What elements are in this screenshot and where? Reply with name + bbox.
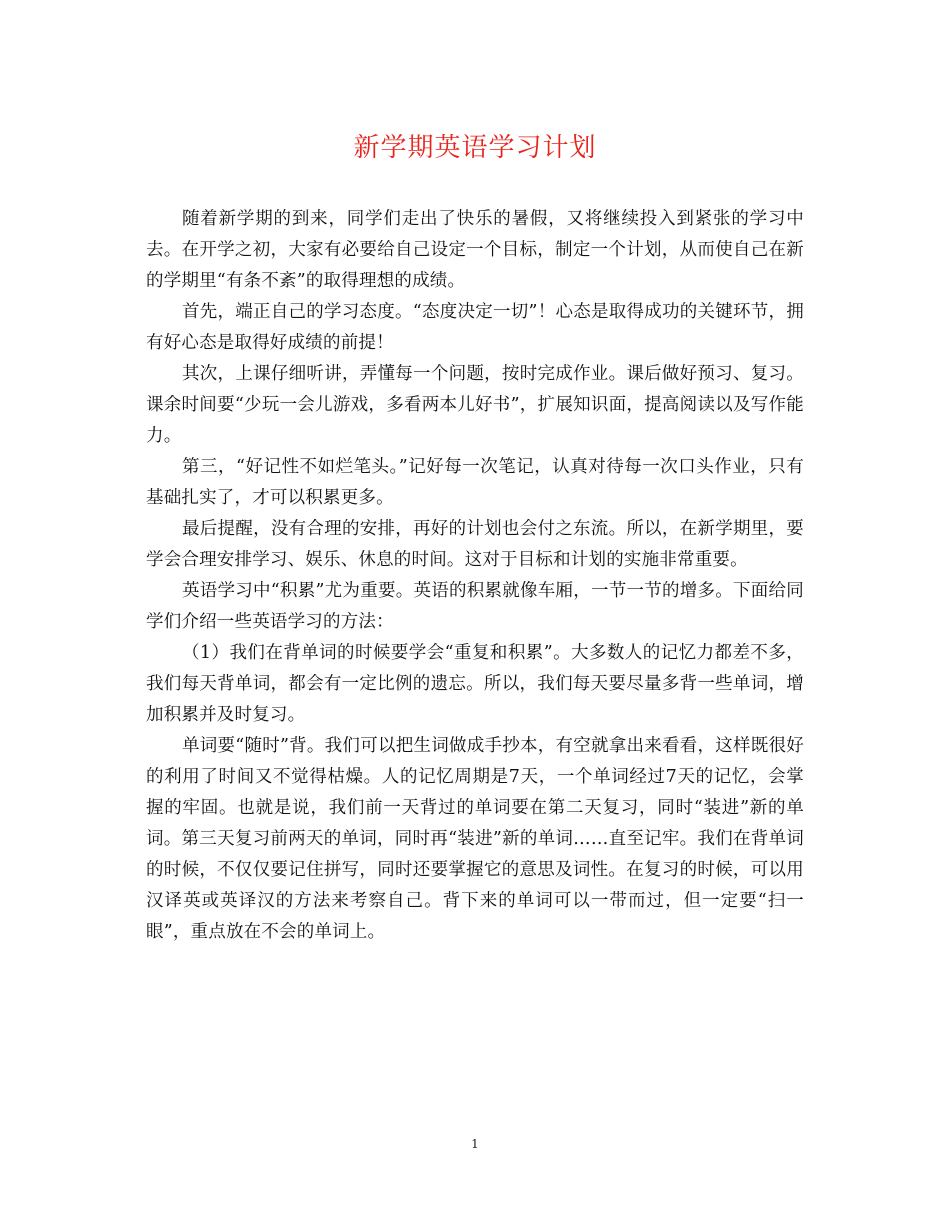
paragraph-accumulation: 英语学习中“积累”尤为重要。英语的积累就像车厢，一节一节的增多。下面给同学们介绍一些英语学习的方法： <box>146 581 804 632</box>
paragraph-time-arrangement: 最后提醒，没有合理的安排，再好的计划也会付之东流。所以，在新学期里，要学会合理安排学习、娱乐、休息的时间。这对于目标和计划的实施非常重要。 <box>146 519 804 570</box>
paragraph-notes: 第三，“好记性不如烂笔头。”记好每一次笔记，认真对待每一次口头作业，只有基础扎实了，才可以积累更多。 <box>146 457 804 508</box>
paragraph-memorize-anytime: 单词要“随时”背。我们可以把生词做成手抄本，有空就拿出来看看，这样既很好的利用了时间又不觉得枯燥。人的记忆周期是7天，一个单词经过7天的记忆，会掌握的牢固。也就是说，我们前一天背过的单词要在第二天复习，同时“装进”新的单词。第三天复习前两天的单词，同时再“装进”新的单词……直至记牢。我们在背单词的时候，不仅仅要记住拼写，同时还要掌握它的意思及词性。在复习的时候，可以用汉译英或英译汉的方法来考察自己。背下来的单词可以一带而过，但一定要“扫一眼”，重点放在不会的单词上。 <box>146 736 804 942</box>
page-number: 1 <box>471 1137 479 1151</box>
paragraph-intro: 随着新学期的到来，同学们走出了快乐的暑假，又将继续投入到紧张的学习中去。在开学之初，大家有必要给自己设定一个目标，制定一个计划，从而使自己在新的学期里“有条不紊”的取得理想的成绩。 <box>146 209 804 291</box>
paragraph-listen-in-class: 其次，上课仔细听讲，弄懂每一个问题，按时完成作业。课后做好预习、复习。课余时间要“少玩一会儿游戏，多看两本儿好书”，扩展知识面，提高阅读以及写作能力。 <box>146 364 804 446</box>
paragraph-attitude: 首先，端正自己的学习态度。“态度决定一切”！心态是取得成功的关键环节，拥有好心态是取得好成绩的前提！ <box>146 302 804 353</box>
document-body <box>146 204 804 948</box>
paragraph-method-1: （1）我们在背单词的时候要学会“重复和积累”。大多数人的记忆力都差不多，我们每天背单词，都会有一定比例的遗忘。所以，我们每天要尽量多背一些单词，增加积累并及时复习。 <box>146 643 804 725</box>
document-title: 新学期英语学习计划 <box>353 133 597 163</box>
